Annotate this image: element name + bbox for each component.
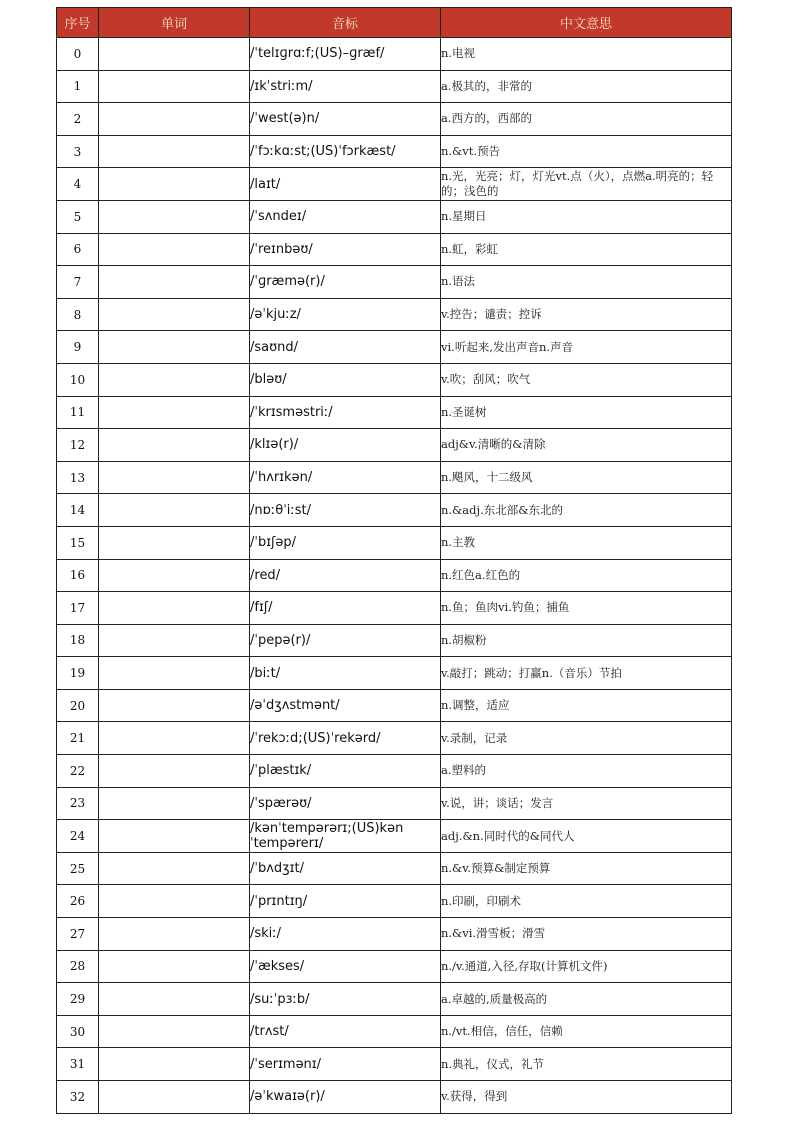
row-number-cell: 26 xyxy=(57,885,99,918)
meaning-cell: n.红色a.红色的 xyxy=(441,559,732,592)
meaning-cell: vi.听起来,发出声音n.声音 xyxy=(441,331,732,364)
word-cell xyxy=(99,689,250,722)
meaning-cell: a.卓越的,质量极高的 xyxy=(441,983,732,1016)
row-number-cell: 27 xyxy=(57,918,99,951)
row-number-cell: 21 xyxy=(57,722,99,755)
table-header xyxy=(57,8,732,38)
word-cell xyxy=(99,559,250,592)
meaning-cell: n.印刷，印刷术 xyxy=(441,885,732,918)
meaning-cell: v.吹；刮风；吹气 xyxy=(441,363,732,396)
word-cell xyxy=(99,168,250,201)
phonetic-cell: /ˈɡræmə(r)/ xyxy=(250,266,441,299)
table-row xyxy=(57,461,732,494)
word-cell xyxy=(99,1048,250,1081)
table-row xyxy=(57,755,732,788)
meaning-cell: v.获得，得到 xyxy=(441,1081,732,1114)
row-number-cell: 3 xyxy=(57,135,99,168)
word-cell xyxy=(99,494,250,527)
table-row xyxy=(57,820,732,853)
table-row xyxy=(57,559,732,592)
row-number-cell: 25 xyxy=(57,852,99,885)
table-row xyxy=(57,950,732,983)
row-number-cell: 17 xyxy=(57,592,99,625)
phonetic-cell: /biːt/ xyxy=(250,657,441,690)
word-cell xyxy=(99,526,250,559)
meaning-cell: a.极其的，非常的 xyxy=(441,70,732,103)
meaning-cell: a.西方的，西部的 xyxy=(441,103,732,136)
table-body xyxy=(57,38,732,1114)
word-cell xyxy=(99,657,250,690)
table-row xyxy=(57,1081,732,1114)
phonetic-cell: /kənˈtempərərɪ;(US)kənˈtempərerɪ/ xyxy=(250,820,441,853)
table-row xyxy=(57,200,732,233)
row-number-cell: 18 xyxy=(57,624,99,657)
word-cell xyxy=(99,1015,250,1048)
meaning-cell: n.胡椒粉 xyxy=(441,624,732,657)
phonetic-cell: /ˈpepə(r)/ xyxy=(250,624,441,657)
header-phonetic: 音标 xyxy=(250,8,441,38)
row-number-cell: 11 xyxy=(57,396,99,429)
meaning-cell: n.圣诞树 xyxy=(441,396,732,429)
word-cell xyxy=(99,852,250,885)
row-number-cell: 30 xyxy=(57,1015,99,1048)
meaning-cell: n.&v.预算&制定预算 xyxy=(441,852,732,885)
phonetic-cell: /ˈspærəʊ/ xyxy=(250,787,441,820)
phonetic-cell: /trʌst/ xyxy=(250,1015,441,1048)
phonetic-cell: /əˈkjuːz/ xyxy=(250,298,441,331)
phonetic-cell: /əˈdʒʌstmənt/ xyxy=(250,689,441,722)
phonetic-cell: /ˈtelɪɡrɑːf;(US)–ɡræf/ xyxy=(250,38,441,71)
row-number-cell: 10 xyxy=(57,363,99,396)
table-row xyxy=(57,103,732,136)
vocab-table xyxy=(56,7,732,1114)
row-number-cell: 31 xyxy=(57,1048,99,1081)
phonetic-cell: /nɒːθˈiːst/ xyxy=(250,494,441,527)
phonetic-cell: /laɪt/ xyxy=(250,168,441,201)
phonetic-cell: /ˈsʌndeɪ/ xyxy=(250,200,441,233)
word-cell xyxy=(99,331,250,364)
phonetic-cell: /ˈkrɪsməstriː/ xyxy=(250,396,441,429)
table-row xyxy=(57,331,732,364)
row-number-cell: 13 xyxy=(57,461,99,494)
table-row xyxy=(57,429,732,462)
meaning-cell: n.调整，适应 xyxy=(441,689,732,722)
table-row xyxy=(57,266,732,299)
meaning-cell: n.星期日 xyxy=(441,200,732,233)
word-cell xyxy=(99,820,250,853)
meaning-cell: n.虹，彩虹 xyxy=(441,233,732,266)
meaning-cell: n.&vt.预告 xyxy=(441,135,732,168)
row-number-cell: 2 xyxy=(57,103,99,136)
row-number-cell: 1 xyxy=(57,70,99,103)
word-cell xyxy=(99,1081,250,1114)
word-cell xyxy=(99,70,250,103)
row-number-cell: 23 xyxy=(57,787,99,820)
row-number-cell: 0 xyxy=(57,38,99,71)
word-cell xyxy=(99,233,250,266)
table-row xyxy=(57,787,732,820)
table-row xyxy=(57,1048,732,1081)
word-cell xyxy=(99,200,250,233)
word-cell xyxy=(99,885,250,918)
table-row xyxy=(57,885,732,918)
table-row xyxy=(57,233,732,266)
row-number-cell: 28 xyxy=(57,950,99,983)
phonetic-cell: /red/ xyxy=(250,559,441,592)
table-row xyxy=(57,983,732,1016)
table-row xyxy=(57,526,732,559)
table-row xyxy=(57,1015,732,1048)
word-cell xyxy=(99,950,250,983)
phonetic-cell: /ˈprɪntɪŋ/ xyxy=(250,885,441,918)
phonetic-cell: /bləʊ/ xyxy=(250,363,441,396)
row-number-cell: 16 xyxy=(57,559,99,592)
meaning-cell: n./v.通道,入径,存取(计算机文件) xyxy=(441,950,732,983)
phonetic-cell: /əˈkwaɪə(r)/ xyxy=(250,1081,441,1114)
phonetic-cell: /ˈbʌdʒɪt/ xyxy=(250,852,441,885)
table-row xyxy=(57,657,732,690)
header-row xyxy=(57,8,732,38)
table-row xyxy=(57,494,732,527)
meaning-cell: v.说，讲；谈话；发言 xyxy=(441,787,732,820)
phonetic-cell: /ˈfɔːkɑːst;(US)ˈfɔrkæst/ xyxy=(250,135,441,168)
phonetic-cell: /skiː/ xyxy=(250,918,441,951)
header-word: 单词 xyxy=(99,8,250,38)
word-cell xyxy=(99,722,250,755)
table-row xyxy=(57,70,732,103)
table-row xyxy=(57,592,732,625)
header-meaning: 中文意思 xyxy=(441,8,732,38)
phonetic-cell: /fɪʃ/ xyxy=(250,592,441,625)
word-cell xyxy=(99,103,250,136)
row-number-cell: 32 xyxy=(57,1081,99,1114)
phonetic-cell: /ˈplæstɪk/ xyxy=(250,755,441,788)
meaning-cell: n.主教 xyxy=(441,526,732,559)
meaning-cell: n.语法 xyxy=(441,266,732,299)
row-number-cell: 5 xyxy=(57,200,99,233)
phonetic-cell: /ɪkˈstriːm/ xyxy=(250,70,441,103)
meaning-cell: n.&adj.东北部&东北的 xyxy=(441,494,732,527)
word-cell xyxy=(99,266,250,299)
meaning-cell: n.光，光亮；灯，灯光vt.点（火），点燃a.明亮的；轻的；浅色的 xyxy=(441,168,732,201)
table-row xyxy=(57,624,732,657)
phonetic-cell: /klɪə(r)/ xyxy=(250,429,441,462)
phonetic-cell: /ˈwest(ə)n/ xyxy=(250,103,441,136)
table-row xyxy=(57,689,732,722)
word-cell xyxy=(99,624,250,657)
phonetic-cell: /ˈreɪnbəʊ/ xyxy=(250,233,441,266)
row-number-cell: 22 xyxy=(57,755,99,788)
word-cell xyxy=(99,135,250,168)
table-row xyxy=(57,135,732,168)
meaning-cell: v.录制，记录 xyxy=(441,722,732,755)
row-number-cell: 7 xyxy=(57,266,99,299)
word-cell xyxy=(99,983,250,1016)
meaning-cell: v.控告；谴责；控诉 xyxy=(441,298,732,331)
phonetic-cell: /ˈbɪʃəp/ xyxy=(250,526,441,559)
meaning-cell: a.塑料的 xyxy=(441,755,732,788)
word-cell xyxy=(99,592,250,625)
word-cell xyxy=(99,787,250,820)
meaning-cell: v.敲打；跳动；打赢n.（音乐）节拍 xyxy=(441,657,732,690)
table-row xyxy=(57,298,732,331)
table-row xyxy=(57,168,732,201)
phonetic-cell: /suːˈpɜːb/ xyxy=(250,983,441,1016)
word-cell xyxy=(99,396,250,429)
word-cell xyxy=(99,298,250,331)
meaning-cell: n.&vi.滑雪板；滑雪 xyxy=(441,918,732,951)
word-cell xyxy=(99,461,250,494)
row-number-cell: 29 xyxy=(57,983,99,1016)
row-number-cell: 6 xyxy=(57,233,99,266)
table-row xyxy=(57,38,732,71)
table-row xyxy=(57,722,732,755)
row-number-cell: 9 xyxy=(57,331,99,364)
phonetic-cell: /ˈækses/ xyxy=(250,950,441,983)
row-number-cell: 20 xyxy=(57,689,99,722)
table-row xyxy=(57,852,732,885)
word-cell xyxy=(99,755,250,788)
phonetic-cell: /ˈrekɔːd;(US)ˈrekərd/ xyxy=(250,722,441,755)
row-number-cell: 24 xyxy=(57,820,99,853)
header-no: 序号 xyxy=(57,8,99,38)
word-cell xyxy=(99,918,250,951)
phonetic-cell: /ˈserɪmənɪ/ xyxy=(250,1048,441,1081)
phonetic-cell: /ˈhʌrɪkən/ xyxy=(250,461,441,494)
word-cell xyxy=(99,363,250,396)
table-row xyxy=(57,363,732,396)
table-row xyxy=(57,918,732,951)
row-number-cell: 14 xyxy=(57,494,99,527)
word-cell xyxy=(99,38,250,71)
meaning-cell: adj.&n.同时代的&同代人 xyxy=(441,820,732,853)
meaning-cell: adj&v.清晰的&清除 xyxy=(441,429,732,462)
word-cell xyxy=(99,429,250,462)
meaning-cell: n.鱼；鱼肉vi.钓鱼；捕鱼 xyxy=(441,592,732,625)
meaning-cell: n.典礼，仪式，礼节 xyxy=(441,1048,732,1081)
row-number-cell: 15 xyxy=(57,526,99,559)
row-number-cell: 4 xyxy=(57,168,99,201)
meaning-cell: n.飓风，十二级风 xyxy=(441,461,732,494)
table-row xyxy=(57,396,732,429)
meaning-cell: n./vt.相信，信任，信赖 xyxy=(441,1015,732,1048)
row-number-cell: 19 xyxy=(57,657,99,690)
row-number-cell: 12 xyxy=(57,429,99,462)
phonetic-cell: /saʊnd/ xyxy=(250,331,441,364)
row-number-cell: 8 xyxy=(57,298,99,331)
meaning-cell: n.电视 xyxy=(441,38,732,71)
